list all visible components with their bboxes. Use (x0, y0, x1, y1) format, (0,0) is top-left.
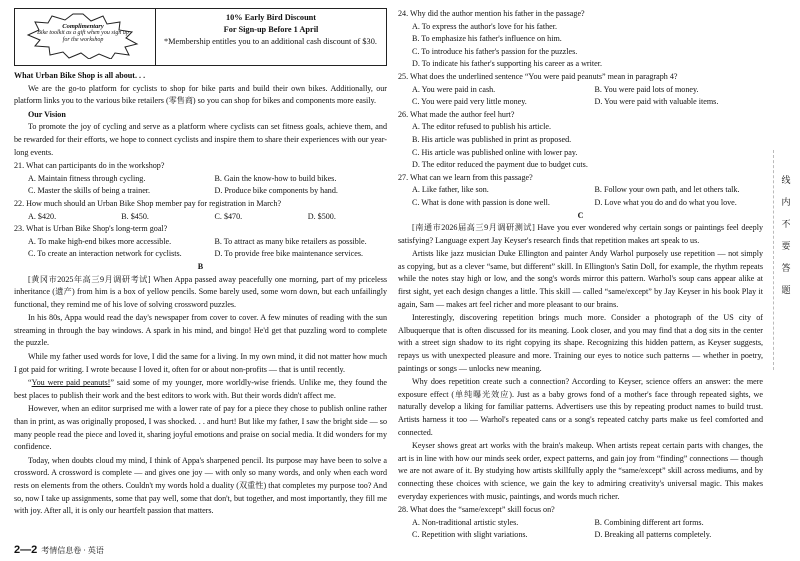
question-23-options-row-1 (14, 236, 387, 249)
section-b-paragraph-6: Today, when doubts cloud my mind, I think of Appa's sharpened pencil. Its purpose may have been to solve a crossword. A crossword is complete — and gives one joy — with only so many words, and only when each word rests on elements from the others. Couldn't my words hold a duality (双重性) that completes my purpose too? And so, now I take up assignments, some that pay well, some that don't, but together, and most importantly, they fill me with joy. After all, it is only our heartfelt passion that matters. (14, 455, 387, 516)
option-21c[interactable]: C. Master the skills of being a trainer. (28, 186, 151, 196)
question-25-options-row-2 (398, 96, 763, 109)
discount-note: *Membership entitles you to an additional cash discount of $30. (164, 37, 377, 46)
option-27c[interactable]: C. What is done with passion is done well. (412, 197, 550, 207)
section-c-paragraph-1: [南通市2026届高三9月调研测试] Have you ever wondered why certain songs or paintings feel deeply satisfying? Language expert Jay Keyser's research finds that repetition makes art speak to us. (398, 223, 763, 245)
section-c-paragraph-4: Why does repetition create such a connection? According to Keyser, science offers an answer: the mere exposure effect (单纯曝光效应). Just as a baby grows fond of a mother's face through repeated sights, we naturally develop a liking for familiar patterns. Advertisers use this by repeating product names to build trust. Artists harness it too — Warhol's repeated cans or a song's repeated catchy parts make us feel comforted and connected. (398, 377, 763, 437)
question-28-options-row-1 (398, 517, 763, 530)
section-c-letter: C (577, 210, 584, 220)
option-28b[interactable]: B. Combining different art forms. (594, 517, 704, 527)
discount-subtitle: For Sign-up Before 1 April (223, 25, 319, 34)
option-26b[interactable]: B. His article was published in print as proposed. (412, 134, 572, 144)
question-25: 25. What does the underlined sentence “You were paid peanuts” mean in paragraph 4? (398, 71, 678, 81)
left-column (14, 8, 387, 519)
question-21-options-row-2 (14, 185, 387, 198)
badge-panel (15, 9, 156, 65)
section-c-paragraph-2: Artists like jazz musician Duke Ellington and painter Andy Warhol purposely use repetition — not simply as copying, but as a clever “same, but different” skill. In Ellington's Satin Doll, for example, the rhythm repeats while the notes stay high or low, and the song's words mirror this pattern. Warhol's soup cans appear alike at first sight, yet each design changes a little. This skill — called “same/except” by Jay Keyser in his book Play it again, Sam — makes art feel richer and more pleasant to our brains. (398, 249, 763, 309)
option-22c[interactable]: C. $470. (214, 211, 243, 221)
footer-label: 考情信息卷 · 英语 (41, 545, 104, 555)
option-21d[interactable]: D. Produce bike components by hand. (214, 186, 338, 196)
option-23d[interactable]: D. To provide free bike maintenance services. (214, 249, 364, 259)
question-24: 24. Why did the author mention his father in the passage? (398, 9, 585, 18)
option-21a[interactable]: A. Maintain fitness through cycling. (28, 173, 146, 183)
option-24a[interactable]: A. To express the author's love for his father. (412, 21, 558, 31)
option-25a[interactable]: A. You were paid in cash. (412, 84, 496, 94)
page-number: 2—2 (14, 544, 38, 556)
option-23c[interactable]: C. To create an interaction network for cyclists. (28, 249, 182, 259)
discount-panel (156, 9, 386, 65)
option-26a[interactable]: A. The editor refused to publish his article. (412, 122, 551, 132)
discount-title: 10% Early Bird Discount (225, 13, 317, 22)
binding-line (773, 150, 774, 370)
section-b-paragraph-1: [黄冈市2025年高三9月调研考试] When Appa passed away peacefully one morning, part of my priceless inheritance (遗产) from him is a box of yellow pencils. Some barely used, some worn down, but each unfailingly functional, they remind me of his love of solving crossword puzzles. (14, 274, 387, 309)
option-24b[interactable]: B. To emphasize his father's influence on him. (412, 34, 562, 44)
question-23-options-row-2 (14, 248, 387, 261)
underlined-sentence: You were paid peanuts! (31, 378, 111, 388)
binding-notice: 线 内 不 要 答 题 (781, 176, 791, 296)
section-c-paragraph-5: Keyser shows great art works with the brain's makeup. When artists repeat certain parts with changes, the art is in line with how our minds seek order, expect patterns, and gain joy from “finding” connections — though we are not aware of it. By studying how artists skillfully apply the “same/except” skill across mediums, and by connecting these choices with science, we gain the key to admiring creativity's universal magic. This makes everyday experiences with music, paintings, and words much richer. (398, 441, 763, 501)
section-b-paragraph-3: While my father used words for love, I did the same for a living. In my own mind, it did not matter how much I got paid for writing. I wrote because I loved it, often for or about non-profits — that is until recently. (14, 352, 387, 374)
question-21: 21. What can participants do in the workshop? (14, 161, 165, 171)
section-b-letter: B (197, 261, 204, 271)
page-footer (14, 544, 104, 556)
option-23a[interactable]: A. To make high-end bikes more accessible. (28, 236, 172, 246)
option-24c[interactable]: C. To introduce his father's passion for the puzzles. (412, 46, 578, 56)
option-23b[interactable]: B. To attract as many bike retailers as possible. (214, 236, 367, 246)
option-25d[interactable]: D. You were paid with valuable items. (594, 97, 719, 107)
section-c-paragraph-3: Interestingly, discovering repetition brings much more. Consider a photograph of the US city of Albuquerque that is often discussed for its meaning. Look closer, and you may find that a dog sits in the center with a street sign shadow to its right copying its shape. Recognizing this hidden pattern, as Keyser suggests, repays us with unexpected pleasure and more. Training our eyes to notice such patterns — whether in poetry, paintings or songs — unlocks new meaning. (398, 313, 763, 373)
section-b-paragraph-4-rest: said some of my younger, more worldly-wise friends. Unlike me, they found the best places to publish their work and the best editors to work with. But their words didn't affect me. (14, 378, 388, 400)
question-21-options-row-1 (14, 173, 387, 186)
section-a-paragraph-2: To promote the joy of cycling and serve as a platform where cyclists can set fitness goals, achieve them, and be rewarded for their efforts, we hope to connect cyclists and inspire them to share their experiences with our year-long events. (14, 122, 387, 157)
option-28d[interactable]: D. Breaking all patterns completely. (594, 530, 712, 540)
question-23: 23. What is Urban Bike Shop's long-term goal? (14, 224, 168, 234)
section-a-paragraph-1: We are the go-to platform for cyclists to shop for bike parts and build their own bikes. Additionally, our platform links you to the various bike retailers (零售商) so you can shop for bikes and components more easily. (14, 83, 387, 106)
badge-title: Complimentary (62, 23, 104, 30)
advertisement-box (14, 8, 387, 66)
option-26c[interactable]: C. His article was published online with lower pay. (412, 147, 578, 157)
badge-text (37, 23, 129, 44)
question-27-options-row-2 (398, 197, 763, 210)
badge-description: Bike toolkit as a gift when you sign up for the workshop (37, 30, 129, 43)
section-b-paragraph-2: In his 80s, Appa would read the day's newspaper from cover to cover. A few minutes of reading with the sun streaming in through the bay windows. A spark in his mind, and bingo! He'd get that puzzling word to complete the puzzle. (14, 313, 387, 348)
option-22a[interactable]: A. $420. (28, 211, 57, 221)
option-26d[interactable]: D. The editor reduced the payment due to budget cuts. (412, 160, 588, 170)
option-22d[interactable]: D. $500. (307, 211, 336, 221)
right-column (398, 8, 763, 542)
question-22-options (14, 211, 387, 224)
option-21b[interactable]: B. Gain the know-how to build bikes. (214, 173, 337, 183)
section-a-heading: What Urban Bike Shop is all about. . . (14, 71, 146, 80)
question-25-options-row-1 (398, 84, 763, 97)
option-25c[interactable]: C. You were paid very little money. (412, 97, 527, 107)
question-28-options-row-2 (398, 529, 763, 542)
option-22b[interactable]: B. $450. (121, 211, 149, 221)
option-25b[interactable]: B. You were paid lots of money. (594, 84, 699, 94)
option-28a[interactable]: A. Non-traditional artistic styles. (412, 517, 519, 527)
option-27b[interactable]: B. Follow your own path, and let others talk. (594, 185, 740, 195)
option-27a[interactable]: A. Like father, like son. (412, 185, 489, 195)
option-24d[interactable]: D. To indicate his father's supporting his career as a writer. (412, 59, 602, 69)
question-27: 27. What can we learn from this passage? (398, 172, 533, 182)
section-b-paragraph-5: However, when an editor surprised me with a lower rate of pay for a piece they chose to publish online rather than in print, as was originally proposed, I was shocked. . . and hurt! But like my father, I saw the bright side — so many people read the piece and loved it, sharing joyful emotions and praise on social media. It did wonders for my confidence. (14, 404, 387, 452)
question-22: 22. How much should an Urban Bike Shop member pay for registration in March? (14, 198, 282, 208)
option-27d[interactable]: D. Love what you do and do what you love. (594, 197, 737, 207)
vision-heading: Our Vision (28, 109, 66, 119)
question-27-options-row-1 (398, 184, 763, 197)
section-b-paragraph-4: “You were paid peanuts!” said some of my younger, more worldly-wise friends. Unlike me, they found the best places to publish their work and the best editors to work with. But their words didn't affect me. (14, 378, 388, 400)
question-28: 28. What does the “same/except” skill focus on? (398, 505, 555, 515)
option-28c[interactable]: C. Repetition with slight variations. (412, 530, 528, 540)
question-26: 26. What made the author feel hurt? (398, 109, 515, 119)
